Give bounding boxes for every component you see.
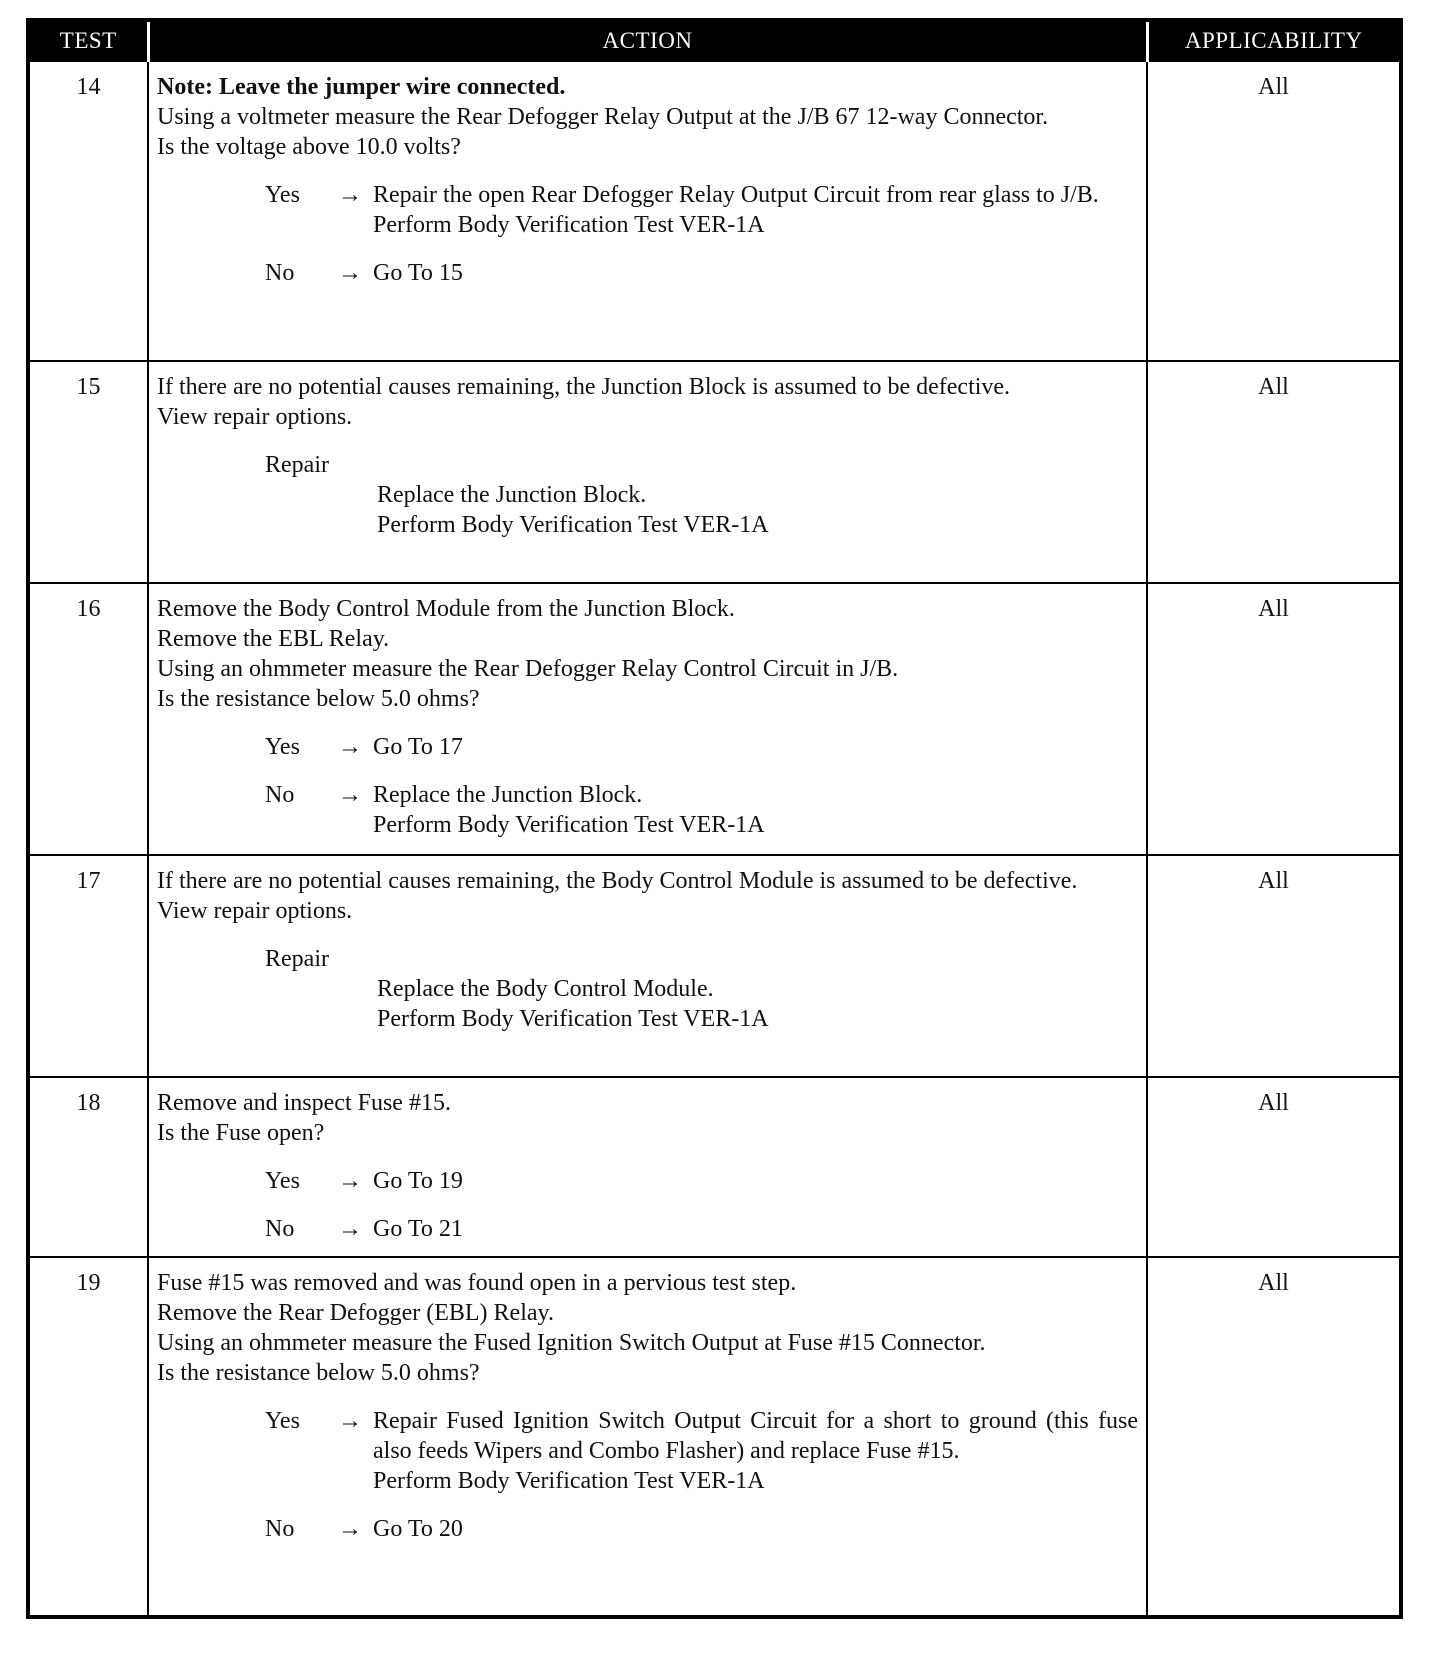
option-line: Go To 15 [373, 260, 463, 286]
repair-line: Replace the Junction Block. [377, 482, 647, 508]
option-yes [157, 180, 1138, 240]
option-line: Go To 21 [373, 1216, 463, 1242]
option-yes [157, 1406, 1138, 1496]
option-line: Go To 19 [373, 1168, 463, 1194]
option-label: Yes [265, 1168, 300, 1194]
arrow-icon: → [338, 782, 362, 808]
action-line: Using an ohmmeter measure the Rear Defogger Relay Control Circuit in J/B. [157, 656, 899, 682]
action-line: Is the resistance below 5.0 ohms? [157, 686, 480, 712]
action-line: Is the voltage above 10.0 volts? [157, 134, 461, 160]
option-label: Yes [265, 182, 300, 208]
diagnostic-table-container [26, 18, 1403, 1619]
arrow-icon: → [338, 182, 362, 208]
table-row [28, 61, 1401, 361]
action-cell [148, 1077, 1147, 1257]
action-line: Using an ohmmeter measure the Fused Ignition Switch Output at Fuse #15 Connector. [157, 1330, 986, 1356]
header-applicability: APPLICABILITY [1147, 20, 1401, 61]
option-line: Perform Body Verification Test VER-1A [373, 812, 765, 838]
action-line: Remove and inspect Fuse #15. [157, 1090, 451, 1116]
action-cell [148, 361, 1147, 583]
option-body [373, 258, 1138, 288]
action-line: Remove the EBL Relay. [157, 626, 390, 652]
action-line: Is the Fuse open? [157, 1120, 325, 1146]
option-line: Perform Body Verification Test VER-1A [373, 212, 765, 238]
action-line: Remove the Rear Defogger (EBL) Relay. [157, 1300, 554, 1326]
option-line: Repair Fused Ignition Switch Output Circuit for a short to ground (this fuse also feeds Wipers and Combo Flasher) and replace Fuse #15. [373, 1408, 1138, 1464]
arrow-icon: → [338, 1516, 362, 1542]
table-row [28, 1077, 1401, 1257]
applicability-value: All [1147, 61, 1401, 361]
option-no [157, 258, 1138, 288]
option-label: No [265, 782, 295, 808]
applicability-value: All [1147, 1257, 1401, 1617]
option-body [373, 180, 1138, 240]
option-yes [157, 1166, 1138, 1196]
option-label: Yes [265, 734, 300, 760]
option-label: No [265, 1516, 295, 1542]
table-row [28, 855, 1401, 1077]
table-header [28, 20, 1401, 61]
action-cell [148, 583, 1147, 855]
diagnostic-test-table [26, 18, 1403, 1619]
option-no [157, 1514, 1138, 1544]
test-number: 14 [28, 61, 148, 361]
action-line: View repair options. [157, 404, 353, 430]
arrow-icon: → [338, 260, 362, 286]
table-row [28, 361, 1401, 583]
action-line: Using a voltmeter measure the Rear Defogger Relay Output at the J/B 67 12-way Connector. [157, 104, 1049, 130]
option-body [373, 1166, 1138, 1196]
repair-label: Repair [265, 452, 329, 478]
table-row [28, 1257, 1401, 1617]
applicability-value: All [1147, 361, 1401, 583]
option-body [373, 732, 1138, 762]
action-line: Is the resistance below 5.0 ohms? [157, 1360, 480, 1386]
action-cell [148, 855, 1147, 1077]
repair-line: Replace the Body Control Module. [377, 976, 714, 1002]
option-no [157, 780, 1138, 840]
option-line: Replace the Junction Block. [373, 782, 643, 808]
note-text: Note: Leave the jumper wire connected. [157, 74, 566, 100]
option-body [373, 780, 1138, 840]
option-label: No [265, 260, 295, 286]
arrow-icon: → [338, 1216, 362, 1242]
option-line: Perform Body Verification Test VER-1A [373, 1468, 765, 1494]
action-line: Remove the Body Control Module from the Junction Block. [157, 596, 735, 622]
option-label: Yes [265, 1408, 300, 1434]
table-row [28, 583, 1401, 855]
option-body [373, 1406, 1138, 1496]
header-action: ACTION [148, 20, 1147, 61]
action-cell [148, 1257, 1147, 1617]
option-line: Go To 20 [373, 1516, 463, 1542]
action-line: View repair options. [157, 898, 353, 924]
test-number: 18 [28, 1077, 148, 1257]
action-cell [148, 61, 1147, 361]
option-label: No [265, 1216, 295, 1242]
action-line: If there are no potential causes remaining, the Body Control Module is assumed to be defective. [157, 868, 1078, 894]
test-number: 15 [28, 361, 148, 583]
applicability-value: All [1147, 855, 1401, 1077]
arrow-icon: → [338, 1408, 362, 1434]
test-number: 19 [28, 1257, 148, 1617]
repair-label: Repair [265, 946, 329, 972]
option-body [373, 1514, 1138, 1544]
action-line: Fuse #15 was removed and was found open in a pervious test step. [157, 1270, 797, 1296]
option-yes [157, 732, 1138, 762]
repair-line: Perform Body Verification Test VER-1A [377, 512, 769, 538]
arrow-icon: → [338, 1168, 362, 1194]
option-line: Go To 17 [373, 734, 463, 760]
option-body [373, 1214, 1138, 1244]
action-line: If there are no potential causes remaining, the Junction Block is assumed to be defective. [157, 374, 1011, 400]
applicability-value: All [1147, 583, 1401, 855]
applicability-value: All [1147, 1077, 1401, 1257]
arrow-icon: → [338, 734, 362, 760]
repair-line: Perform Body Verification Test VER-1A [377, 1006, 769, 1032]
option-no [157, 1214, 1138, 1244]
header-test: TEST [28, 20, 148, 61]
test-number: 16 [28, 583, 148, 855]
test-number: 17 [28, 855, 148, 1077]
option-line: Repair the open Rear Defogger Relay Output Circuit from rear glass to J/B. [373, 182, 1099, 208]
